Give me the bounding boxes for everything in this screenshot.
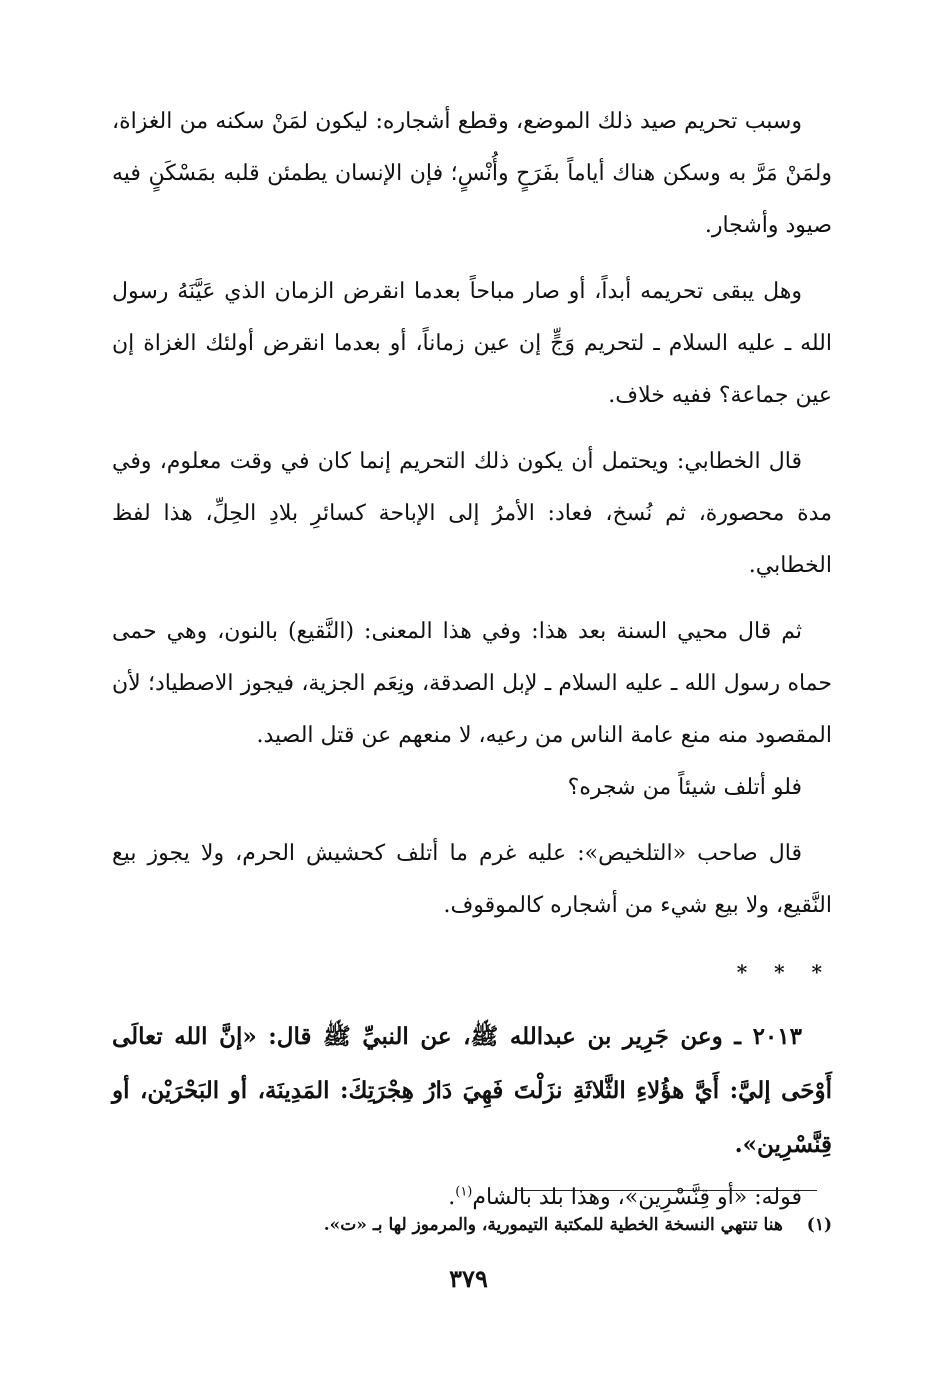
paragraph-5: فلو أتلف شيئاً من شجره؟ — [567, 775, 802, 800]
paragraph-4: ثم قال محيي السنة بعد هذا: وفي هذا المعنى: (النَّقيع) بالنون، وهي حمى حماه رسول الله ـ عليه السلام ـ لإبل الصدقة، ونِعَم الجزية، فيجوز الاصطياد؛ لأن المقصود منه منع عامة الناس من رعيه، لا منعهم عن قتل الصيد. — [112, 619, 832, 748]
paragraph-3: قال الخطابي: ويحتمل أن يكون ذلك التحريم إنما كان في وقت معلوم، وفي مدة محصورة، ثم نُسخ، فعاد: الأمرُ إلى الإباحة كسائرِ بلادِ الحِلِّ، هذا لفظ الخطابي. — [112, 449, 832, 578]
footnote-marker: (١) — [455, 1184, 473, 1200]
paragraph-6: قال صاحب «التلخيص»: عليه غرم ما أتلف كحشيش الحرم، ولا يجوز بيع النَّقيع، ولا بيع شيء من أشجاره كالموقوف. — [112, 841, 832, 918]
footnote-number: (١) — [806, 1215, 832, 1235]
hadith-text: ٢٠١٣ ـ وعن جَرِير بن عبدالله ﷺ، عن النبيِّ ﷺ قال: «إنَّ الله تعالَى أَوْحَى إليَّ: أَيَّ هؤُلاءِ الثَّلاثَةِ نزَلْتَ فَهِيَ دَارُ هِجْرَتِكَ: المَدِينَة، أو البَحْرَيْن، أو قِنَّسْرِين». — [112, 1023, 832, 1158]
main-text — [112, 96, 832, 1238]
section-separator: * * * — [736, 960, 832, 984]
page-number: ٣٧٩ — [449, 1264, 488, 1293]
paragraph-1: وسبب تحريم صيد ذلك الموضع، وقطع أشجاره: ليكون لمَنْ سكنه من الغزاة، ولمَنْ مَرَّ به وسكن هناك أياماً بفَرَحٍ وأُنْسٍ؛ فإن الإنسان يطمئن قلبه بمَسْكَنٍ فيه صيود وأشجار. — [112, 109, 832, 238]
footnote-divider — [517, 1190, 817, 1191]
commentary-end: . — [448, 1185, 456, 1210]
paragraph-2: وهل يبقى تحريمه أبداً، أو صار مباحاً بعدما انقرض الزمان الذي عَيَّنَهُ رسول الله ـ عليه السلام ـ لتحريم وَجٍّ إن عين زماناً، أو بعدما انقرض أولئك الغزاة إن عين جماعة؟ ففيه خلاف. — [112, 279, 832, 408]
footnote — [112, 1208, 832, 1242]
commentary-text: قوله: «أو قِنَّسْرِين»، وهذا بلد بالشام — [472, 1185, 802, 1210]
footnote-text: هنا تنتهي النسخة الخطية للمكتبة التيمورية، والمرموز لها بـ «ت». — [323, 1215, 783, 1235]
